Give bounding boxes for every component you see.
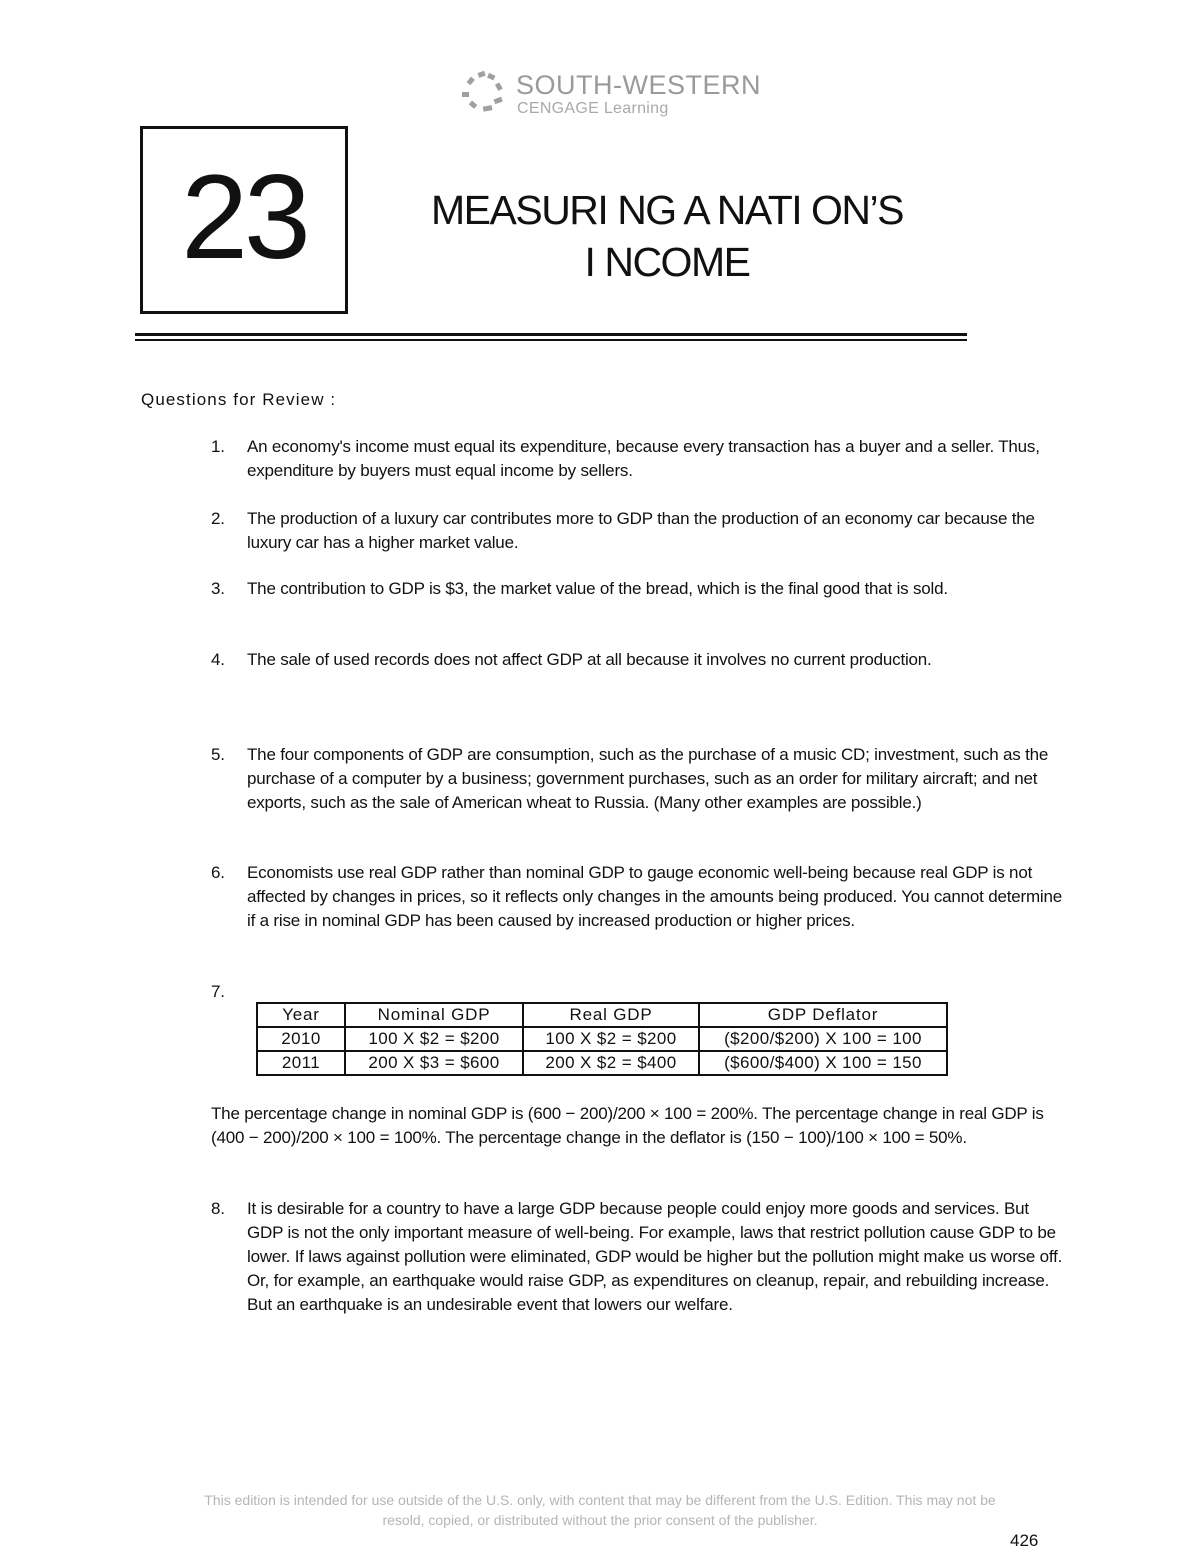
question-number: 5.: [211, 745, 225, 764]
footer-notice-line-2: resold, copied, or distributed without the prior consent of the publisher.: [382, 1512, 818, 1528]
publisher-name: SOUTH-WESTERN: [516, 70, 761, 100]
footer-notice-line-1: This edition is intended for use outside of the U.S. only, with content that may be different from the U.S. Edition. This may not be: [204, 1492, 996, 1508]
table-header-row: [257, 1003, 947, 1027]
percent-change-paragraph: The percentage change in nominal GDP is (600 − 200)/200 × 100 = 200%. The percentage change in real GDP is (400 − 200)/200 × 100 = 100%. The percentage change in the deflator is (150 − 100)/100 × 100 = 50%.: [211, 1104, 1044, 1147]
column-header-real-gdp: Real GDP: [523, 1003, 699, 1027]
table-row: [257, 1027, 947, 1051]
question-number: 1.: [211, 437, 225, 456]
question-answer: It is desirable for a country to have a large GDP because people could enjoy more goods and services. But GDP is not the only important measure of well-being. For example, laws that restrict pollution cause GDP to be lower. If laws against pollution were eliminated, GDP would be higher but the pollution might make us worse off. Or, for example, an earthquake would raise GDP, as expenditures on cleanup, repair, and rebuilding increase. But an earthquake is an undesirable event that lowers our welfare.: [247, 1199, 1063, 1314]
title-rule: [135, 333, 967, 336]
cengage-star-icon: [458, 70, 508, 116]
chapter-title: [392, 184, 942, 288]
column-header-nominal-gdp: Nominal GDP: [345, 1003, 523, 1027]
chapter-title-line-2: I NCOME: [584, 239, 750, 285]
title-rule-secondary: [135, 339, 967, 341]
question-answer: Economists use real GDP rather than nominal GDP to gauge economic well-being because real GDP is not affected by changes in prices, so it reflects only changes in the amounts being produced. You cannot determine if a rise in nominal GDP has been caused by increased production or higher prices.: [247, 863, 1063, 930]
question-number: 3.: [211, 579, 225, 598]
question-number: 4.: [211, 650, 225, 669]
page-number: 426: [1010, 1531, 1039, 1550]
chapter-number-box: [140, 126, 348, 314]
column-header-year: Year: [257, 1003, 345, 1027]
section-heading: Questions for Review :: [141, 390, 337, 409]
question-number: 7.: [211, 982, 225, 1001]
table-cell: ($200/$200) X 100 = 100: [699, 1027, 947, 1051]
question-number: 8.: [211, 1199, 225, 1218]
table-cell: 2011: [257, 1051, 345, 1075]
question-answer: The contribution to GDP is $3, the market value of the bread, which is the final good that is sold.: [247, 579, 948, 598]
table-cell: 200 X $3 = $600: [345, 1051, 523, 1075]
question-answer: An economy's income must equal its expenditure, because every transaction has a buyer and a seller. Thus, expenditure by buyers must equal income by sellers.: [247, 437, 1040, 480]
publisher-logo: [458, 68, 761, 120]
table-cell: 100 X $2 = $200: [345, 1027, 523, 1051]
question-number: 2.: [211, 509, 225, 528]
chapter-title-line-1: MEASURI NG A NATI ON’S: [431, 187, 903, 233]
question-answer: The sale of used records does not affect GDP at all because it involves no current production.: [247, 650, 932, 669]
gdp-table: [256, 1002, 948, 1076]
question-answer: The production of a luxury car contributes more to GDP than the production of an economy car because the luxury car has a higher market value.: [247, 509, 1035, 552]
chapter-number: 23: [181, 150, 307, 284]
publisher-subname: CENGAGE Learning: [517, 100, 669, 117]
table-cell: 2010: [257, 1027, 345, 1051]
question-answer: The four components of GDP are consumption, such as the purchase of a music CD; investment, such as the purchase of a computer by a business; government purchases, such as an order for military aircraft; and net exports, such as the sale of American wheat to Russia. (Many other examples are possible.): [247, 745, 1049, 812]
question-number: 6.: [211, 863, 225, 882]
column-header-gdp-deflator: GDP Deflator: [699, 1003, 947, 1027]
table-cell: 100 X $2 = $200: [523, 1027, 699, 1051]
table-cell: 200 X $2 = $400: [523, 1051, 699, 1075]
footer-notice: [100, 1490, 1100, 1530]
table-row: [257, 1051, 947, 1075]
table-cell: ($600/$400) X 100 = 150: [699, 1051, 947, 1075]
